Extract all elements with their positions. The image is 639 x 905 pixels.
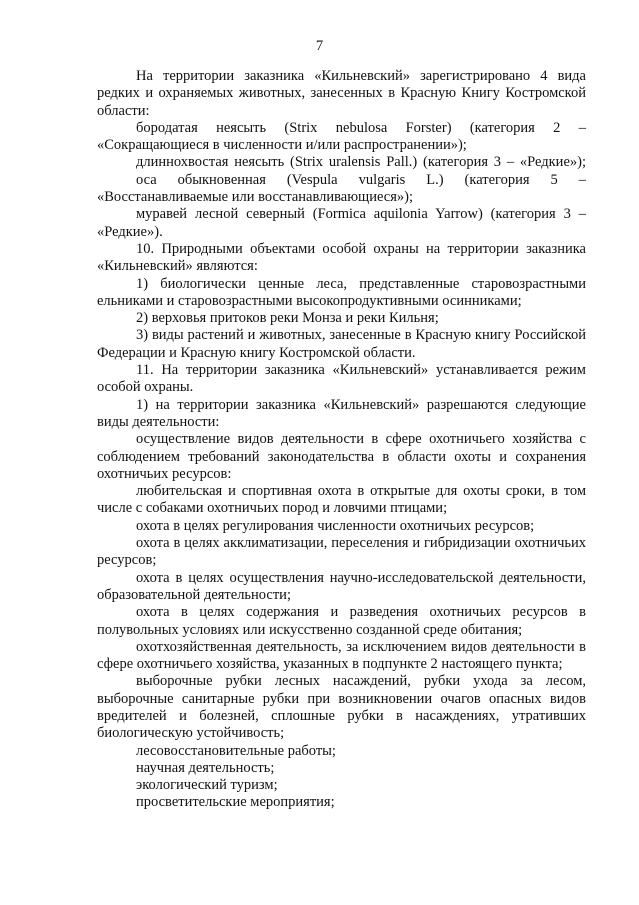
paragraph-logging: выборочные рубки лесных насаждений, рубки ухода за лесом, выборочные санитарные рубки при возникновении очагов опасных видов вредителей и болезней, сплошные рубки в насаждениях, утративших биологическую устойчивость; — [97, 673, 586, 742]
paragraph-hunting-breeding: охота в целях содержания и разведения охотничьих ресурсов в полувольных условиях или искусственно созданной среде обитания; — [97, 604, 586, 638]
paragraph-item-10-1: 1) биологически ценные леса, представленные старовозрастными ельниками и старовозрастными высокопродуктивными осинниками; — [97, 275, 586, 309]
paragraph-rare-animals-intro: На территории заказника «Кильневский» зарегистрировано 4 вида редких и охраняемых животных, занесенных в Красную Книгу Костромской области: — [97, 68, 586, 119]
paragraph-common-wasp: оса обыкновенная (Vespula vulgaris L.) (категория 5 – «Восстанавливаемые или восстанавливающиеся»); — [97, 171, 586, 206]
paragraph-great-grey-owl: бородатая неясыть (Strix nebulosa Forster) (категория 2 – «Сокращающиеся в численности и/или распространении»); — [97, 119, 586, 154]
paragraph-item-10-3: 3) виды растений и животных, занесенные в Красную книгу Российской Федерации и Красную книгу Костромской области. — [97, 327, 586, 361]
paragraph-ural-owl: длиннохвостая неясыть (Strix uralensis Pall.) (категория 3 – «Редкие»); — [136, 154, 586, 171]
paragraph-hunting-acclimatization: охота в целях акклиматизации, переселения и гибридизации охотничьих ресурсов; — [97, 535, 586, 569]
body-text — [97, 68, 586, 812]
paragraph-item-10-2: 2) верховья притоков реки Монза и реки Кильня; — [136, 310, 439, 327]
paragraph-game-management: охотхозяйственная деятельность, за исключением видов деятельности в сфере охотничьего хозяйства, указанных в подпункте 2 настоящего пункта; — [97, 638, 586, 673]
paragraph-scientific-activity: научная деятельность; — [136, 759, 275, 776]
paragraph-hunting-research: охота в целях осуществления научно-исследовательской деятельности, образовательной деятельности; — [97, 569, 586, 603]
paragraph-reforestation: лесовосстановительные работы; — [136, 742, 336, 759]
paragraph-amateur-hunting: любительская и спортивная охота в открытые для охоты сроки, в том числе с собаками охотничьих пород и ловчими птицами; — [97, 483, 586, 517]
page-number: 7 — [315, 38, 324, 54]
paragraph-item-10: 10. Природными объектами особой охраны на территории заказника «Кильневский» являются: — [97, 240, 586, 275]
paragraph-item-11: 11. На территории заказника «Кильневский» устанавливается режим особой охраны. — [97, 362, 586, 396]
paragraph-hunting-regulation: охота в целях регулирования численности охотничьих ресурсов; — [136, 517, 535, 534]
paragraph-ecotourism: экологический туризм; — [136, 777, 278, 794]
paragraph-northern-wood-ant: муравей лесной северный (Formica aquilonia Yarrow) (категория 3 – «Редкие»). — [97, 206, 586, 240]
paragraph-item-11-1: 1) на территории заказника «Кильневский» разрешаются следующие виды деятельности: — [97, 396, 586, 430]
paragraph-educational-events: просветительские мероприятия; — [136, 794, 335, 811]
paragraph-hunting-activities: осуществление видов деятельности в сфере охотничьего хозяйства с соблюдением требований законодательства в области охоты и сохранения охотничьих ресурсов: — [97, 431, 586, 482]
